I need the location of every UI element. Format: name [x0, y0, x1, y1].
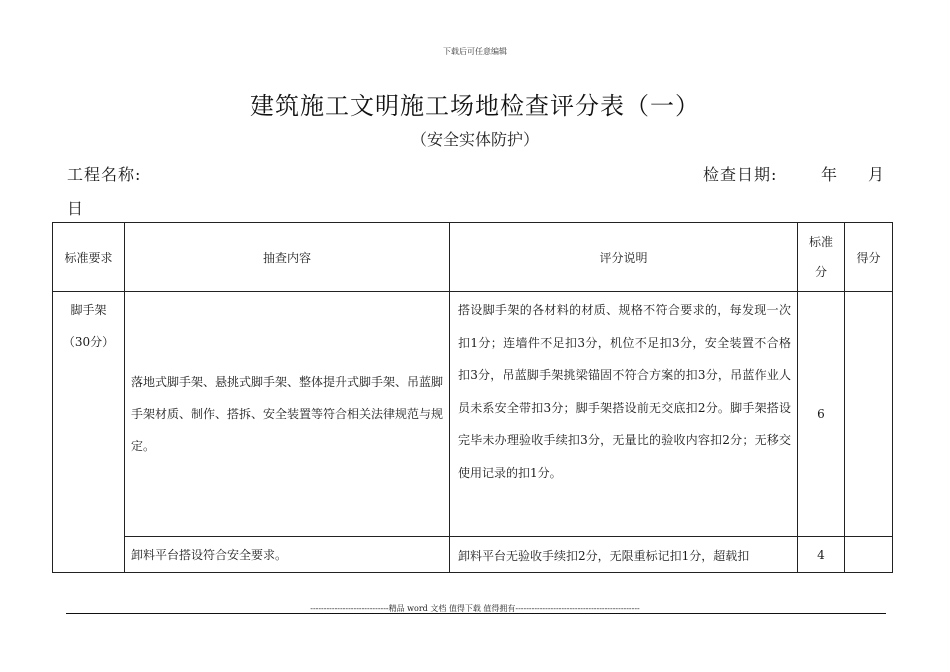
- requirement-title: 脚手架: [70, 303, 107, 317]
- table-row: [53, 292, 893, 537]
- standard-score-cell: 6: [798, 292, 845, 537]
- score-cell[interactable]: [845, 537, 893, 573]
- month-label: 月: [868, 165, 885, 184]
- header-standard-score-line2: 分: [814, 265, 827, 279]
- content-cell: 卸料平台搭设符合安全要求。: [125, 537, 450, 573]
- footer-divider: [66, 613, 886, 614]
- header-description: 评分说明: [450, 223, 798, 292]
- header-score: 得分: [845, 223, 893, 292]
- requirement-cell: [53, 292, 125, 573]
- header-content: 抽查内容: [125, 223, 450, 292]
- day-label: 日: [67, 199, 84, 218]
- score-cell[interactable]: [845, 292, 893, 537]
- header-standard-score: [798, 223, 845, 292]
- footer-note: -----------------------------精品 word 文档 值得下载 值得拥有----------------------------------------------: [310, 604, 640, 613]
- description-cell: 卸料平台无验收手续扣2分，无限重标记扣1分，超载扣: [450, 537, 798, 573]
- table-header-row: [53, 223, 893, 292]
- document-title: 建筑施工文明施工场地检查评分表（一）: [250, 92, 700, 120]
- content-cell: 落地式脚手架、悬挑式脚手架、整体提升式脚手架、吊蓝脚手架材质、制作、搭拆、安全装置等符合相关法律规范与规定。: [125, 292, 450, 537]
- top-note: 下载后可任意编辑: [443, 47, 507, 56]
- description-cell: 搭设脚手架的各材料的材质、规格不符合要求的，每发现一次扣1分；连墙件不足扣3分，机位不足扣3分，安全装置不合格扣3分，吊蓝脚手架挑梁锚固不符合方案的扣3分，吊蓝作业人员未系安全带扣3分；脚手架搭设前无交底扣2分。脚手架搭设完毕未办理验收手续扣3分，无量比的验收内容扣2分；无移交使用记录的扣1分。: [450, 292, 798, 537]
- score-table: [52, 222, 893, 573]
- header-requirement: 标准要求: [53, 223, 125, 292]
- check-date-label: 检查日期:: [703, 165, 778, 184]
- project-name-label: 工程名称:: [67, 165, 142, 184]
- header-standard-score-line1: 标准: [808, 235, 833, 249]
- year-label: 年: [821, 165, 838, 184]
- table-row: [53, 537, 893, 573]
- standard-score-cell: 4: [798, 537, 845, 573]
- requirement-points: （30分）: [62, 335, 115, 349]
- document-subtitle: （安全实体防护）: [410, 130, 539, 149]
